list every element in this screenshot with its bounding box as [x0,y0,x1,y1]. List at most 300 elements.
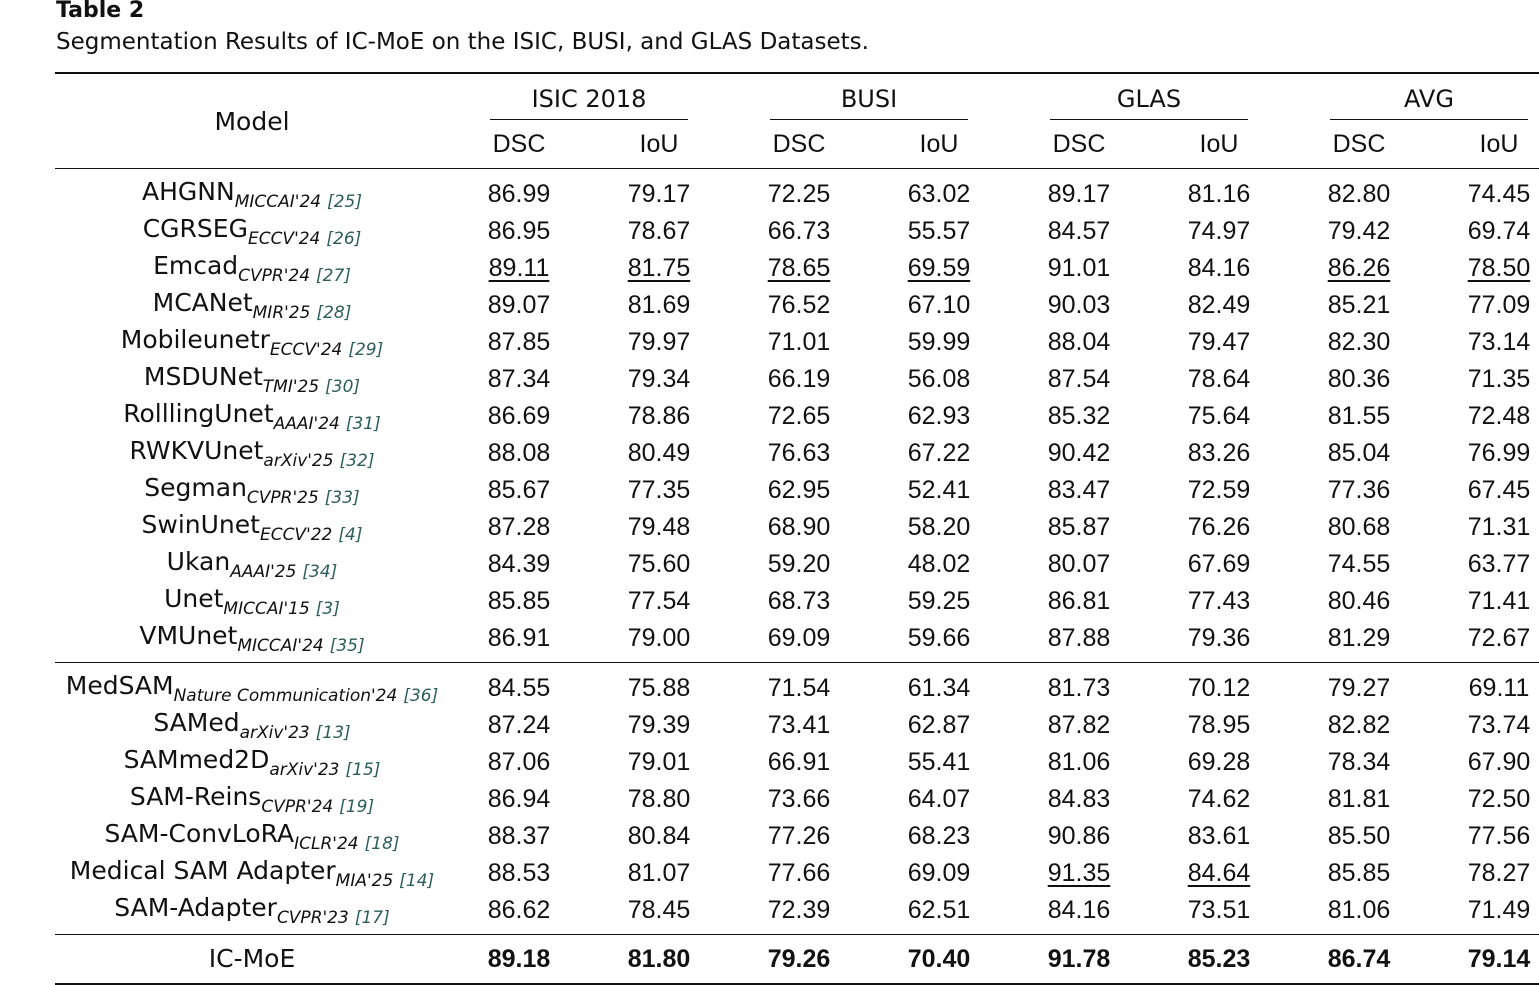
value-dsc: 85.21 [1327,290,1391,319]
value-cell [729,360,869,397]
value-dsc: 71.54 [767,673,831,702]
value-cell [1289,360,1429,397]
metric-header-iou: IoU [639,129,679,158]
value-cell [1289,434,1429,471]
model-name: Mobileunetr [120,325,270,354]
value-dsc: 85.67 [487,475,551,504]
value-iou: 77.09 [1467,290,1531,319]
citation-link[interactable]: [17] [354,908,390,928]
value-iou: 75.64 [1187,401,1251,430]
value-cell [589,663,729,707]
value-cell [589,780,729,817]
value-iou: 77.35 [627,475,691,504]
group-header-busi [729,73,1009,120]
value-cell [1429,360,1539,397]
value-cell [729,780,869,817]
value-cell [1149,891,1289,935]
value-iou: 82.49 [1187,290,1251,319]
value-iou: 80.84 [627,821,691,850]
value-cell [1429,508,1539,545]
value-iou-best: 79.14 [1467,945,1531,973]
citation-link[interactable]: [29] [348,340,384,360]
value-dsc: 59.20 [767,549,831,578]
model-name: Medical SAM Adapter [69,856,336,885]
value-iou: 63.77 [1467,549,1531,578]
model-cell [55,286,449,323]
value-cell [1009,212,1149,249]
value-cell [1429,780,1539,817]
value-iou: 73.74 [1467,710,1531,739]
model-venue: ECCV'24 [269,340,343,360]
value-cell [1149,249,1289,286]
value-iou: 55.41 [907,747,971,776]
value-dsc: 86.94 [487,784,551,813]
model-cell [55,545,449,582]
value-dsc: 73.41 [767,710,831,739]
value-cell [1009,286,1149,323]
model-cell [55,891,449,935]
value-iou: 77.43 [1187,586,1251,615]
value-iou: 71.49 [1467,895,1531,924]
value-iou: 67.45 [1467,475,1531,504]
value-dsc: 76.52 [767,290,831,319]
value-iou: 68.23 [907,821,971,850]
citation-link[interactable]: [33] [324,488,360,508]
value-cell [869,323,1009,360]
model-name: SAMmed2D [123,745,270,774]
value-dsc: 66.91 [767,747,831,776]
value-cell [589,854,729,891]
value-cell [1009,323,1149,360]
citation-link[interactable]: [19] [339,797,375,817]
value-iou: 74.97 [1187,216,1251,245]
citation-link[interactable]: [32] [339,451,375,471]
value-cell [449,249,589,286]
table-row [55,582,1539,619]
value-cell [1149,360,1289,397]
table-row [55,169,1539,213]
value-dsc: 90.86 [1047,821,1111,850]
value-dsc: 71.01 [767,327,831,356]
table-row [55,619,1539,663]
model-name: RWKVUnet [129,436,264,465]
value-iou: 74.45 [1467,179,1531,208]
value-cell [1149,397,1289,434]
value-cell [1429,706,1539,743]
value-cell [1289,854,1429,891]
value-cell [869,743,1009,780]
metric-header-dsc: DSC [1332,129,1386,158]
value-cell [1149,471,1289,508]
citation-link[interactable]: [18] [364,834,400,854]
table-row [55,397,1539,434]
value-cell [869,508,1009,545]
value-iou: 55.57 [907,216,971,245]
value-dsc: 62.95 [767,475,831,504]
model-cell [55,582,449,619]
value-dsc: 89.17 [1047,179,1111,208]
value-cell [589,360,729,397]
value-cell [449,286,589,323]
value-iou: 69.74 [1467,216,1531,245]
model-venue: ECCV'22 [259,525,333,545]
citation-link[interactable]: [27] [316,266,351,286]
model-venue: MICCAI'15 [223,599,310,619]
value-dsc: 84.39 [487,549,551,578]
value-iou: 74.62 [1187,784,1251,813]
value-iou: 78.80 [627,784,691,813]
model-cell [55,817,449,854]
citation-link[interactable]: [14] [399,871,435,891]
value-cell [1429,545,1539,582]
value-dsc: 82.30 [1327,327,1391,356]
model-venue: arXiv'23 [269,760,340,780]
value-cell [1009,582,1149,619]
value-dsc: 85.85 [487,586,551,615]
value-cell [449,743,589,780]
model-cell [55,780,449,817]
citation-link[interactable]: [36] [403,686,439,706]
value-cell [449,891,589,935]
value-dsc: 90.42 [1047,438,1111,467]
model-name: VMUnet [139,621,238,650]
value-dsc: 85.87 [1047,512,1111,541]
value-dsc: 72.65 [767,401,831,430]
value-cell [1429,817,1539,854]
value-cell [729,397,869,434]
value-iou: 48.02 [907,549,971,578]
value-cell [589,323,729,360]
value-cell [729,619,869,663]
model-cell [55,323,449,360]
value-dsc: 80.36 [1327,364,1391,393]
value-cell [1289,508,1429,545]
value-cell [869,817,1009,854]
model-venue: Nature Communication'24 [173,686,398,706]
value-iou: 77.56 [1467,821,1531,850]
value-iou: 71.35 [1467,364,1531,393]
value-dsc: 87.28 [487,512,551,541]
value-iou: 67.22 [907,438,971,467]
model-venue: CVPR'25 [246,488,319,508]
value-cell [1149,582,1289,619]
value-dsc: 68.90 [767,512,831,541]
citation-link[interactable]: [4] [338,525,363,545]
value-cell [729,663,869,707]
value-cell [589,706,729,743]
value-cell [1429,169,1539,213]
value-cell [1149,169,1289,213]
value-dsc: 77.36 [1327,475,1391,504]
value-iou: 78.67 [627,216,691,245]
value-cell [449,780,589,817]
value-cell [1289,397,1429,434]
value-cell [1009,619,1149,663]
value-iou: 71.31 [1467,512,1531,541]
value-cell [1429,212,1539,249]
value-dsc: 89.11 [488,253,550,282]
value-cell [1289,663,1429,707]
citation-link[interactable]: [31] [345,414,381,434]
value-dsc: 88.37 [487,821,551,850]
value-cell [1429,743,1539,780]
value-iou: 77.54 [627,586,691,615]
value-cell [1149,663,1289,707]
value-iou: 81.69 [627,290,691,319]
value-dsc: 79.27 [1327,673,1391,702]
value-iou: 79.34 [627,364,691,393]
value-cell [729,471,869,508]
value-cell [449,817,589,854]
group-label: ISIC 2018 [490,85,688,120]
value-cell [869,249,1009,286]
model-cell [55,619,449,663]
value-cell [1009,545,1149,582]
value-dsc: 87.06 [487,747,551,776]
citation-link[interactable]: [30] [325,377,361,397]
value-iou: 78.45 [627,895,691,924]
value-iou-best: 85.23 [1187,945,1251,973]
model-venue: MICCAI'24 [237,636,324,656]
model-name: SAM-Adapter [114,893,277,922]
value-cell [1289,545,1429,582]
model-venue: arXiv'23 [239,723,310,743]
value-dsc: 84.55 [487,673,551,702]
value-iou: 73.51 [1187,895,1251,924]
value-cell [449,619,589,663]
value-dsc: 85.04 [1327,438,1391,467]
value-cell [449,545,589,582]
value-dsc-best: 91.78 [1047,945,1111,973]
value-iou: 79.00 [627,623,691,652]
model-cell [55,471,449,508]
model-venue: arXiv'25 [263,451,334,471]
value-cell [869,434,1009,471]
value-cell [449,397,589,434]
group-header-avg [1289,73,1539,120]
value-cell [1149,854,1289,891]
value-cell [729,212,869,249]
value-dsc: 85.50 [1327,821,1391,850]
model-cell [55,212,449,249]
metric-header-iou: IoU [919,129,959,158]
value-iou: 70.12 [1187,673,1251,702]
model-venue: MIA'25 [335,871,394,891]
table-caption-text: Segmentation Results of IC-MoE on the ISIC, BUSI, and GLAS Datasets. [56,29,869,55]
value-dsc: 80.46 [1327,586,1391,615]
value-dsc: 86.69 [487,401,551,430]
metric-header-dsc: DSC [772,129,826,158]
model-name: IC-MoE [208,944,296,973]
value-cell [1289,582,1429,619]
metric-header-iou: IoU [1199,129,1239,158]
value-cell [869,169,1009,213]
value-dsc: 82.80 [1327,179,1391,208]
value-dsc: 87.82 [1047,710,1111,739]
model-name: MedSAM [65,671,174,700]
value-cell [1009,743,1149,780]
value-dsc: 81.06 [1047,747,1111,776]
results-table-container [55,72,1539,985]
value-dsc-best: 89.18 [487,945,551,973]
value-dsc: 87.85 [487,327,551,356]
value-iou: 78.86 [627,401,691,430]
value-dsc: 66.19 [767,364,831,393]
value-dsc: 85.85 [1327,858,1391,887]
table-row [55,434,1539,471]
value-cell [1009,434,1149,471]
value-cell [1289,619,1429,663]
value-iou: 61.34 [907,673,971,702]
metric-header-dsc: DSC [492,129,546,158]
table-row [55,891,1539,935]
model-venue: AAAI'25 [230,562,297,582]
model-venue: CVPR'24 [238,266,311,286]
model-cell [55,434,449,471]
value-iou-best: 70.40 [907,945,971,973]
citation-link[interactable]: [13] [315,723,351,743]
model-cell [55,169,449,213]
citation-link[interactable]: [26] [326,229,362,249]
table-row [55,323,1539,360]
value-cell [729,706,869,743]
value-iou: 75.88 [627,673,691,702]
table-row [55,249,1539,286]
value-cell [589,434,729,471]
value-dsc: 87.24 [487,710,551,739]
value-dsc: 79.42 [1327,216,1391,245]
value-cell [1289,169,1429,213]
value-dsc: 86.91 [487,623,551,652]
value-dsc: 74.55 [1327,549,1391,578]
value-cell [1009,508,1149,545]
value-iou: 79.39 [627,710,691,739]
value-cell [1149,706,1289,743]
group-label: AVG [1330,85,1528,120]
model-name: MSDUNet [143,362,263,391]
value-dsc-best: 86.74 [1327,945,1391,973]
value-dsc: 87.88 [1047,623,1111,652]
value-dsc: 83.47 [1047,475,1111,504]
value-cell [1149,619,1289,663]
value-dsc: 76.63 [767,438,831,467]
model-name: RolllingUnet [123,399,274,428]
model-venue: MIR'25 [252,303,311,323]
value-dsc: 72.25 [767,179,831,208]
value-cell [449,508,589,545]
value-dsc: 88.04 [1047,327,1111,356]
value-cell [729,854,869,891]
table-row [55,743,1539,780]
model-venue: ECCV'24 [247,229,321,249]
value-cell [589,582,729,619]
citation-link[interactable]: [34] [302,562,338,582]
value-cell [729,249,869,286]
value-dsc: 86.26 [1327,253,1391,282]
value-iou: 79.17 [627,179,691,208]
value-iou: 69.28 [1187,747,1251,776]
value-cell [869,545,1009,582]
table-row [55,360,1539,397]
value-cell [869,619,1009,663]
value-cell [1429,397,1539,434]
citation-link[interactable]: [25] [327,192,362,212]
value-cell [869,854,1009,891]
model-venue: ICLR'24 [294,834,359,854]
table-row [55,780,1539,817]
value-cell [729,743,869,780]
value-iou: 63.02 [907,179,971,208]
value-cell [869,286,1009,323]
results-table [55,72,1539,985]
value-cell [589,397,729,434]
value-cell [729,434,869,471]
value-iou: 52.41 [907,475,971,504]
model-venue: MICCAI'24 [234,192,322,212]
value-iou: 56.08 [907,364,971,393]
model-cell [55,854,449,891]
value-cell [1289,891,1429,935]
value-cell [589,212,729,249]
value-dsc: 86.62 [487,895,551,924]
value-cell [449,706,589,743]
model-name: Ukan [166,547,231,576]
value-cell [449,663,589,707]
model-name: Emcad [153,251,239,280]
model-cell [55,508,449,545]
value-dsc: 90.03 [1047,290,1111,319]
citation-link[interactable]: [28] [316,303,352,323]
value-cell [1009,780,1149,817]
value-cell [1149,434,1289,471]
value-dsc: 84.57 [1047,216,1111,245]
citation-link[interactable]: [15] [345,760,381,780]
value-dsc: 81.06 [1327,895,1391,924]
value-iou: 79.01 [627,747,691,776]
value-iou: 72.59 [1187,475,1251,504]
value-dsc: 78.65 [767,253,831,282]
value-cell [1009,249,1149,286]
table-row [55,706,1539,743]
value-cell [869,780,1009,817]
value-dsc: 88.53 [487,858,551,887]
value-dsc: 68.73 [767,586,831,615]
citation-link[interactable]: [35] [329,636,365,656]
model-cell [55,706,449,743]
value-cell [449,471,589,508]
model-name: SwinUnet [141,510,260,539]
value-dsc: 91.35 [1047,858,1111,887]
citation-link[interactable]: [3] [315,599,340,619]
value-iou: 83.26 [1187,438,1251,467]
value-iou: 67.69 [1187,549,1251,578]
value-dsc: 84.16 [1047,895,1111,924]
value-cell [869,212,1009,249]
value-cell [1009,854,1149,891]
value-dsc: 80.68 [1327,512,1391,541]
value-iou: 79.97 [627,327,691,356]
model-cell [55,663,449,707]
value-cell [589,619,729,663]
value-dsc: 66.73 [767,216,831,245]
value-cell [449,582,589,619]
value-cell [449,323,589,360]
value-dsc: 89.07 [487,290,551,319]
value-iou: 59.99 [907,327,971,356]
value-cell [589,891,729,935]
value-cell [589,249,729,286]
value-dsc: 80.07 [1047,549,1111,578]
